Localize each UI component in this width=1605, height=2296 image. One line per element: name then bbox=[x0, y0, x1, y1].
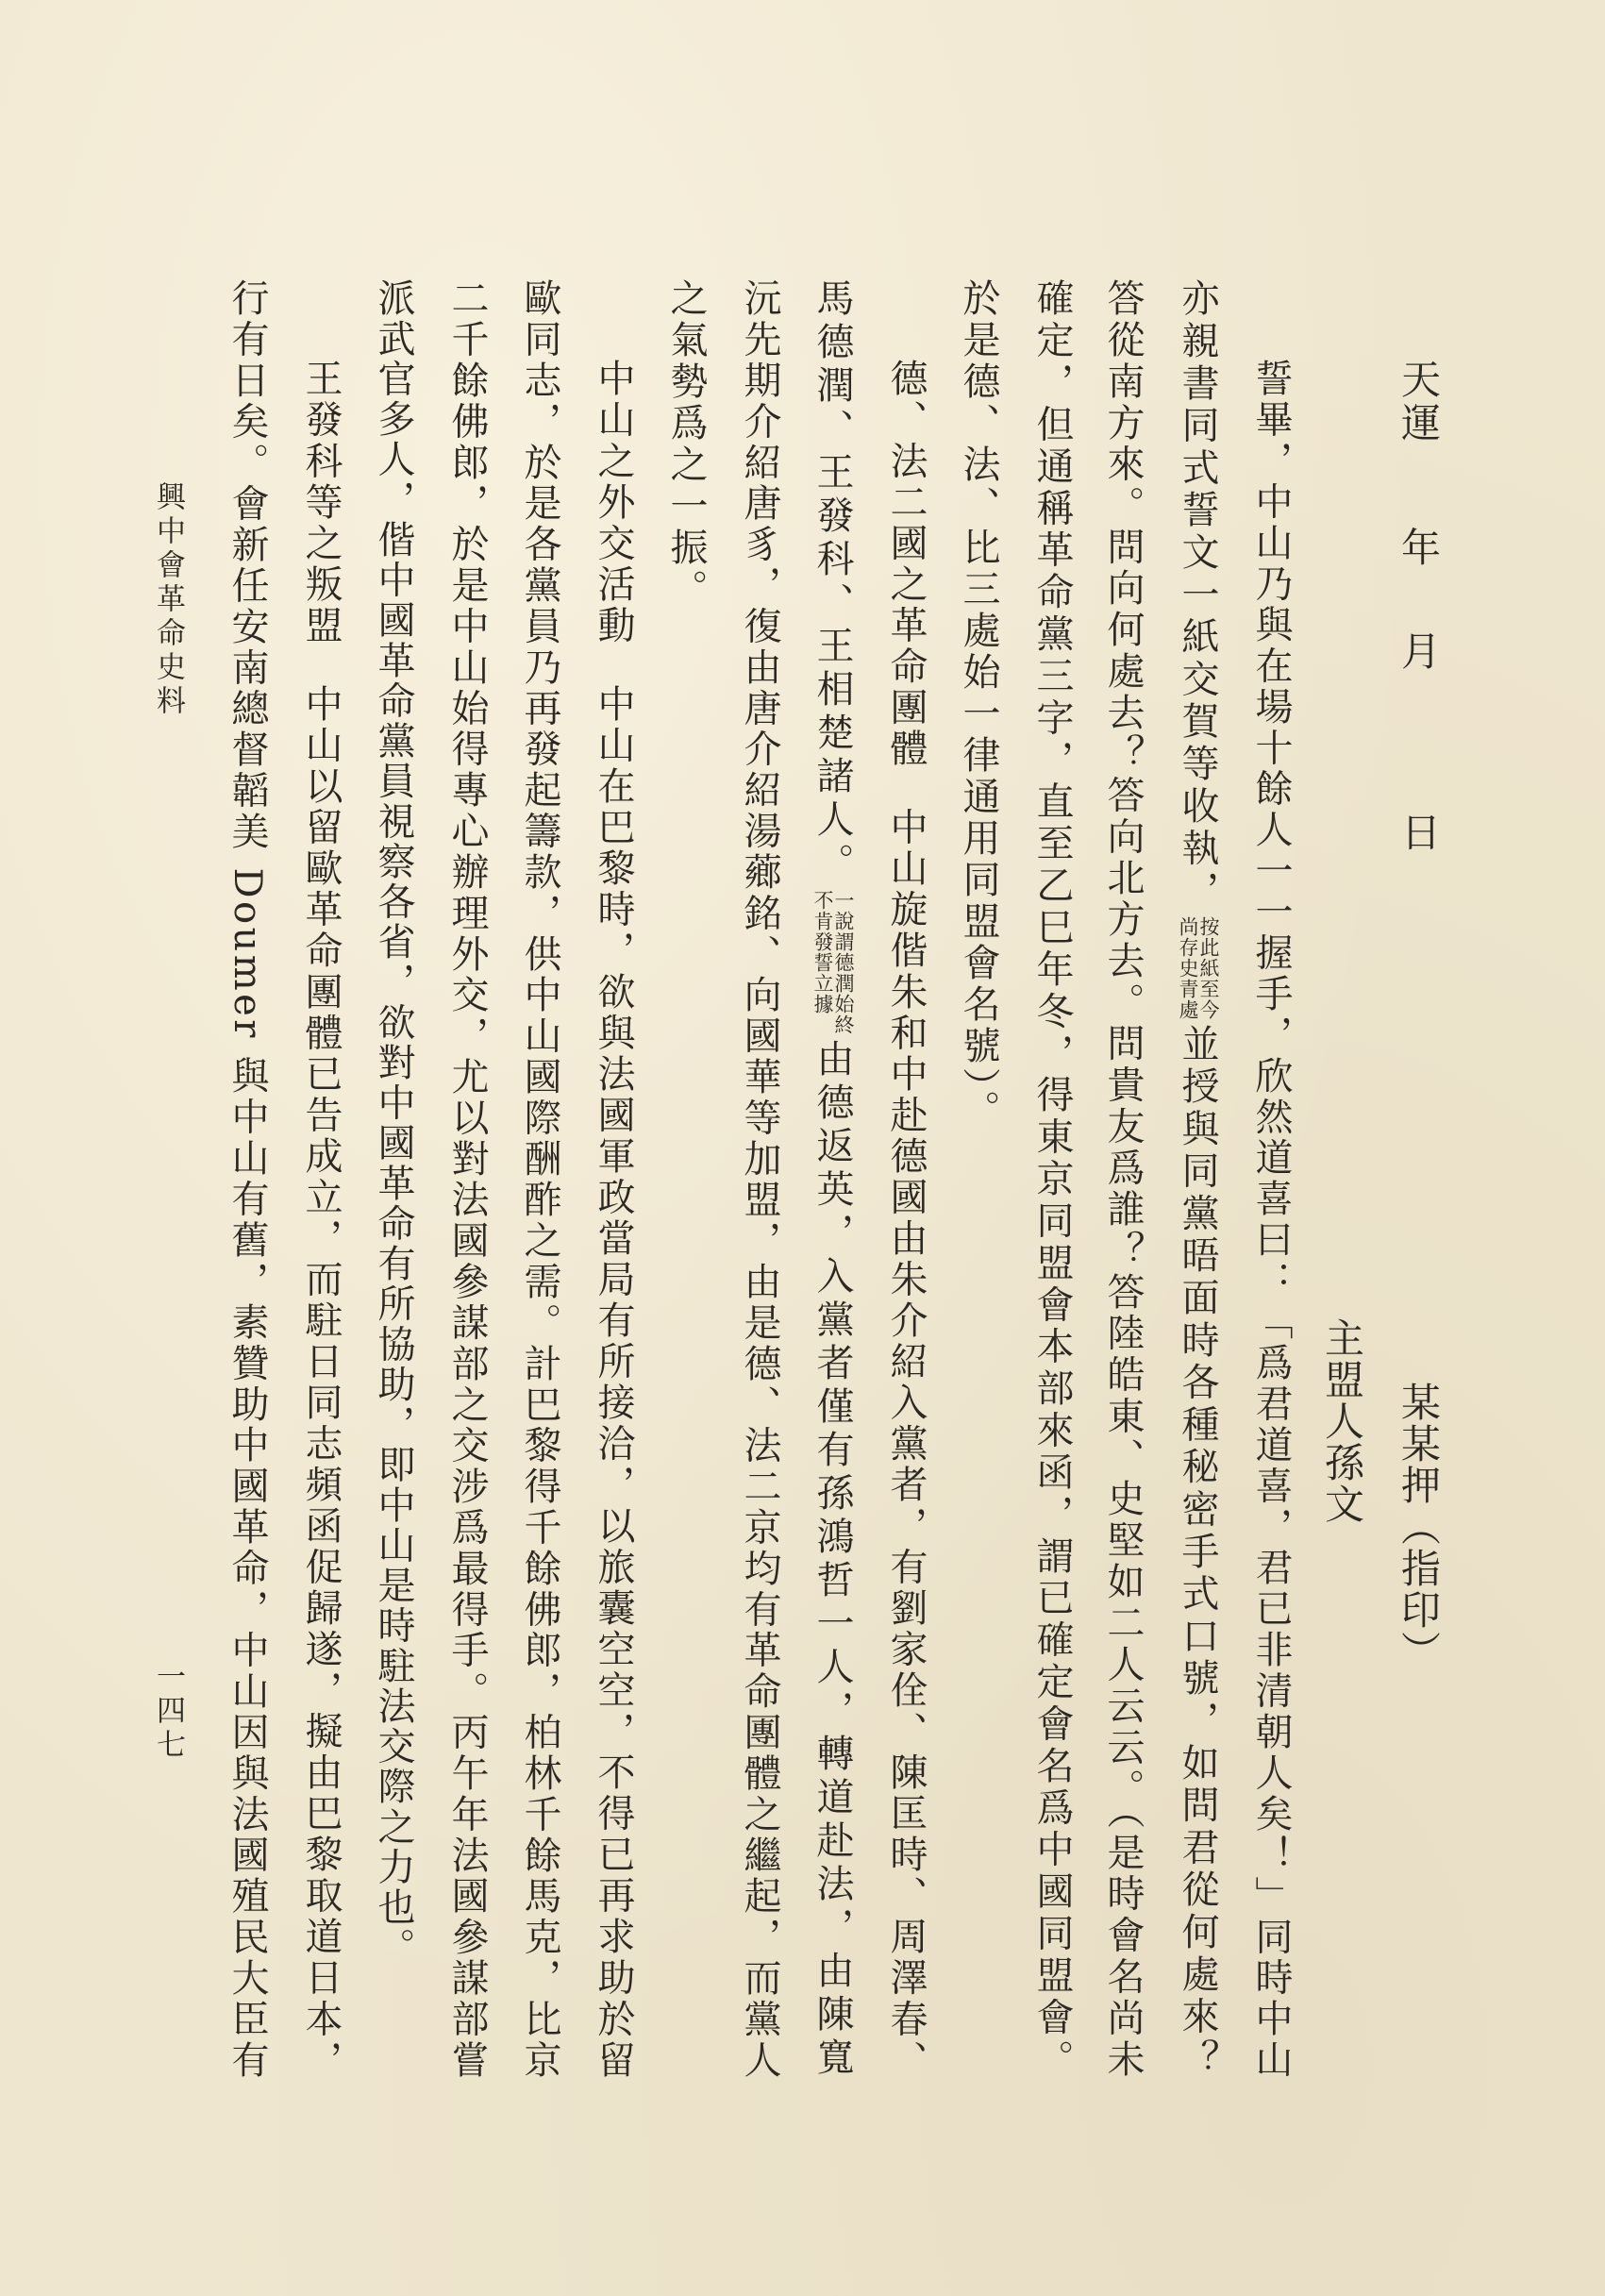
annotation-line: 尚存史青處 bbox=[1177, 916, 1199, 1020]
page-number: 一四七 bbox=[151, 1661, 185, 1763]
text-column: 於是德、法、比三處始一律通用同盟會名號）。 bbox=[957, 278, 1000, 1131]
month-label: 月 bbox=[1396, 630, 1442, 674]
era-label: 天運 bbox=[1396, 359, 1442, 445]
column-text: 亦親書同式誓文一紙交賀等收執， bbox=[1176, 278, 1219, 913]
text-column bbox=[592, 359, 635, 2081]
text-column: 沅先期介紹唐豸，復由唐介紹湯薌銘、向國華等加盟，由是德、法二京均有革命團體之繼起，而黨人 bbox=[738, 278, 781, 2082]
column-text: 中山在巴黎時，欲與法國軍政當局有所接洽，以旅囊空空，不得已再求助於留 bbox=[592, 683, 635, 2082]
text-column bbox=[299, 359, 343, 2081]
annotation-line: 按此紙至今 bbox=[1197, 916, 1220, 1020]
book-title: 興中會革命史料 bbox=[151, 481, 185, 719]
text-column bbox=[1176, 278, 1219, 2081]
text-column bbox=[811, 278, 854, 2081]
text-column bbox=[884, 359, 928, 2081]
inline-annotation bbox=[1178, 916, 1219, 1020]
text-column: 歐同志，於是各黨員乃再發起籌款，供中山國際酬酢之需。計巴黎得千餘佛郎，柏林千餘馬克，比京 bbox=[518, 278, 561, 2082]
column-text: 由德返英，入黨者僅有孫鴻哲一人，轉道赴法，由陳寬 bbox=[811, 1039, 854, 2081]
text-column: 行有日矣。會新任安南總督韜美 Doumer 與中山有舊，素贊助中國革命，中山因與法國殖民大臣有 bbox=[226, 278, 269, 2082]
annotation-line: 一說謂德潤始終 bbox=[832, 890, 855, 1035]
signatory: 某某押（指印） bbox=[1396, 1382, 1442, 1672]
oath-leader: 主盟人孫文 bbox=[1319, 1317, 1365, 1525]
column-text: 並授與同黨晤面時各種秘密手式口號，如問君從何處來？ bbox=[1176, 1024, 1219, 2081]
column-text: 馬德潤、王發科、王相楚諸人。 bbox=[811, 278, 854, 886]
inline-annotation bbox=[812, 890, 854, 1035]
section-heading: 中山之外交活動 bbox=[592, 359, 635, 646]
text-column: 答從南方來。問向何處去？答向北方去。問貴友爲誰？答陸皓東、史堅如二人云云。（是時會名尚未 bbox=[1101, 278, 1145, 2081]
text-column: 二千餘佛郎，於是中山始得專心辦理外交，尤以對法國參謀部之交涉爲最得手。丙午年法國參謀部嘗 bbox=[445, 278, 489, 2082]
text-column: 確定，但通稱革命黨三字，直至乙巳年冬，得東京同盟會本部來函，謂已確定會名爲中國同盟會。 bbox=[1030, 278, 1074, 2082]
text-column: 之氣勢爲之一振。 bbox=[664, 278, 708, 611]
column-text: 中山以留歐革命團體已告成立，而駐日同志頻函促歸遂，擬由巴黎取道日本， bbox=[299, 683, 343, 2082]
text-column: 派武官多人，偕中國革命黨員視察各省，欲對中國革命有所協助，即中山是時駐法交際之力也。 bbox=[372, 278, 415, 1969]
annotation-line: 不肯發誓立據 bbox=[811, 890, 834, 1014]
section-heading: 王發科等之叛盟 bbox=[299, 359, 343, 646]
day-label: 日 bbox=[1396, 812, 1442, 855]
year-label: 年 bbox=[1396, 527, 1442, 570]
section-heading: 德、法二國之革命團體 bbox=[884, 359, 928, 770]
text-column: 誓畢，中山乃與在場十餘人一一握手，欣然道喜曰：「爲君道喜，君已非清朝人矣！」同時中山 bbox=[1249, 359, 1293, 2081]
column-text: 中山旋偕朱和中赴德國由朱介紹入黨者，有劉家佺、陳匡時、周澤春、 bbox=[884, 807, 928, 2082]
